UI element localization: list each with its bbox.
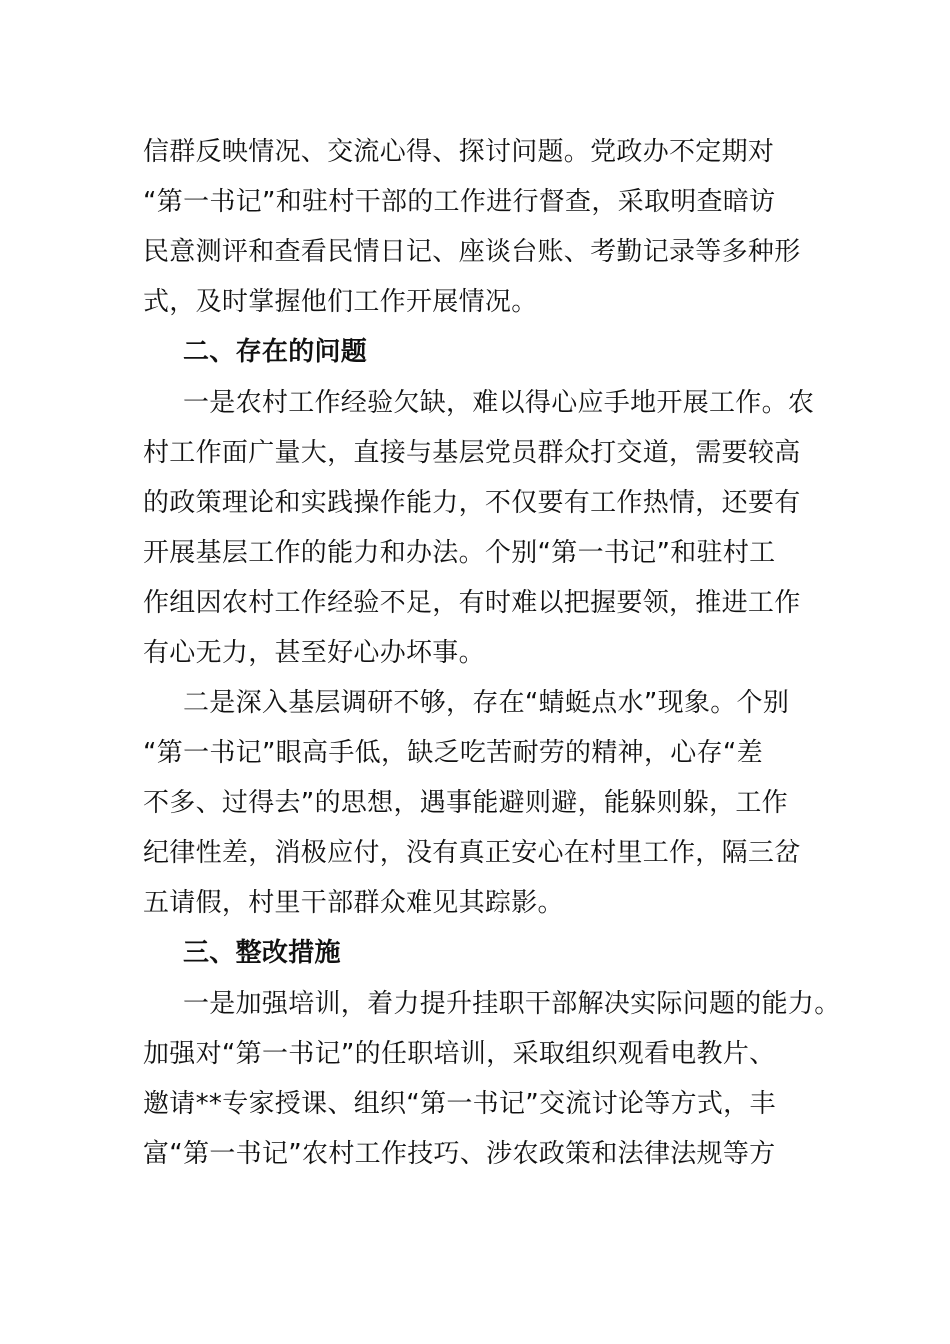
paragraph-first-line: 二是深入基层调研不够，存在“蜻蜓点水”现象。个别 xyxy=(183,688,790,718)
body-line: 加强对“第一书记”的任职培训，采取组织观看电教片、 xyxy=(143,1039,776,1069)
body-line: 有心无力，甚至好心办坏事。 xyxy=(143,638,485,668)
body-line: “第一书记”和驻村干部的工作进行督查，采取明查暗访 xyxy=(143,187,776,217)
body-line: 式，及时掌握他们工作开展情况。 xyxy=(143,287,538,317)
body-line: 民意测评和查看民情日记、座谈台账、考勤记录等多种形 xyxy=(143,237,801,267)
body-line: “第一书记”眼高手低，缺乏吃苦耐劳的精神，心存“差 xyxy=(143,738,763,768)
body-line: 富“第一书记”农村工作技巧、涉农政策和法律法规等方 xyxy=(143,1139,776,1169)
body-line: 五请假，村里干部群众难见其踪影。 xyxy=(143,888,564,918)
body-line: 纪律性差，消极应付，没有真正安心在村里工作，隔三岔 xyxy=(143,838,801,868)
body-line: 信群反映情况、交流心得、探讨问题。党政办不定期对 xyxy=(143,137,775,167)
body-line: 村工作面广量大，直接与基层党员群众打交道，需要较高 xyxy=(143,438,801,468)
section-heading: 三、整改措施 xyxy=(183,938,341,968)
body-line: 的政策理论和实践操作能力，不仅要有工作热情，还要有 xyxy=(143,488,801,518)
body-line: 邀请**专家授课、组织“第一书记”交流讨论等方式，丰 xyxy=(143,1089,776,1119)
section-heading: 二、存在的问题 xyxy=(183,337,368,367)
body-line: 不多、过得去”的思想，遇事能避则避，能躲则躲，工作 xyxy=(143,788,788,818)
paragraph-first-line: 一是加强培训，着力提升挂职干部解决实际问题的能力。 xyxy=(183,989,841,1019)
paragraph-first-line: 一是农村工作经验欠缺，难以得心应手地开展工作。农 xyxy=(183,388,815,418)
body-line: 作组因农村工作经验不足，有时难以把握要领，推进工作 xyxy=(143,588,801,618)
body-line: 开展基层工作的能力和办法。个别“第一书记”和驻村工 xyxy=(143,538,776,568)
